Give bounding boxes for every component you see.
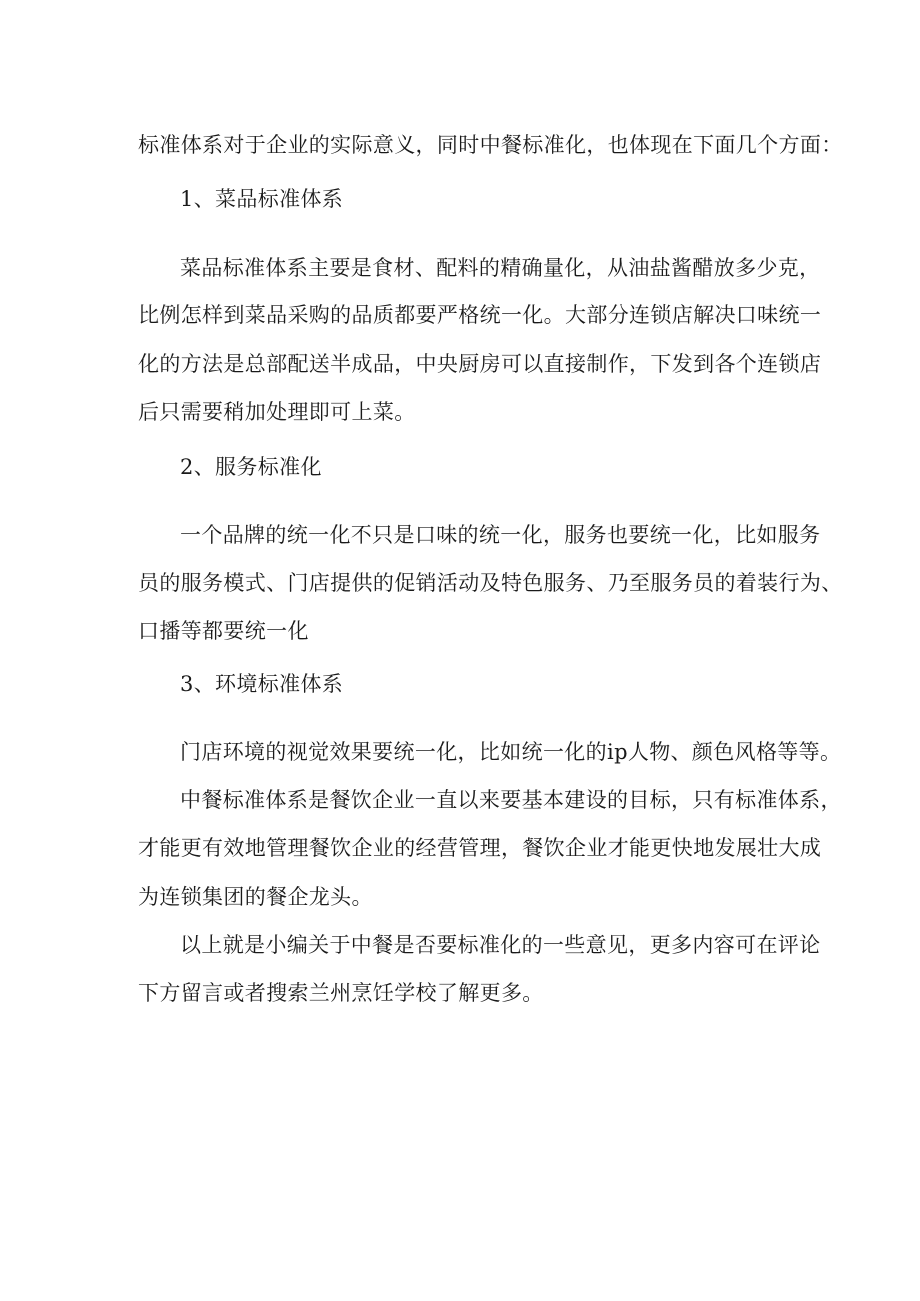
text-line: 菜品标准体系主要是食材、配料的精确量化，从油盐酱醋放多少克，: [180, 256, 821, 280]
text-line: 化的方法是总部配送半成品，中央厨房可以直接制作，下发到各个连锁店: [138, 352, 822, 376]
text-line: 才能更有效地管理餐饮企业的经营管理，餐饮企业才能更快地发展壮大成: [138, 836, 822, 860]
text-line: 中餐标准体系是餐饮企业一直以来要基本建设的目标，只有标准体系，: [180, 788, 842, 812]
text-line: 口播等都要统一化: [138, 619, 309, 643]
text-line: 后只需要稍加处理即可上菜。: [138, 400, 416, 424]
text-line: 员的服务模式、门店提供的促销活动及特色服务、乃至服务员的着装行为、: [138, 571, 843, 595]
text-line: 为连锁集团的餐企龙头。: [138, 885, 373, 909]
text-line-intro: 标准体系对于企业的实际意义，同时中餐标准化，也体现在下面几个方面：: [138, 133, 843, 157]
text-line: 下方留言或者搜索兰州烹饪学校了解更多。: [138, 981, 544, 1005]
section-heading-dish-standards: 1、菜品标准体系: [180, 187, 344, 211]
text-line: 一个品牌的统一化不只是口味的统一化，服务也要统一化，比如服务: [180, 523, 821, 547]
section-heading-service-standards: 2、服务标准化: [180, 455, 322, 479]
section-heading-environment-standards: 3、环境标准体系: [180, 672, 344, 696]
text-line: 以上就是小编关于中餐是否要标准化的一些意见，更多内容可在评论: [180, 933, 821, 957]
text-line: 门店环境的视觉效果要统一化，比如统一化的ip人物、颜色风格等等。: [180, 740, 842, 764]
text-line: 比例怎样到菜品采购的品质都要严格统一化。大部分连锁店解决口味统一: [138, 303, 822, 327]
